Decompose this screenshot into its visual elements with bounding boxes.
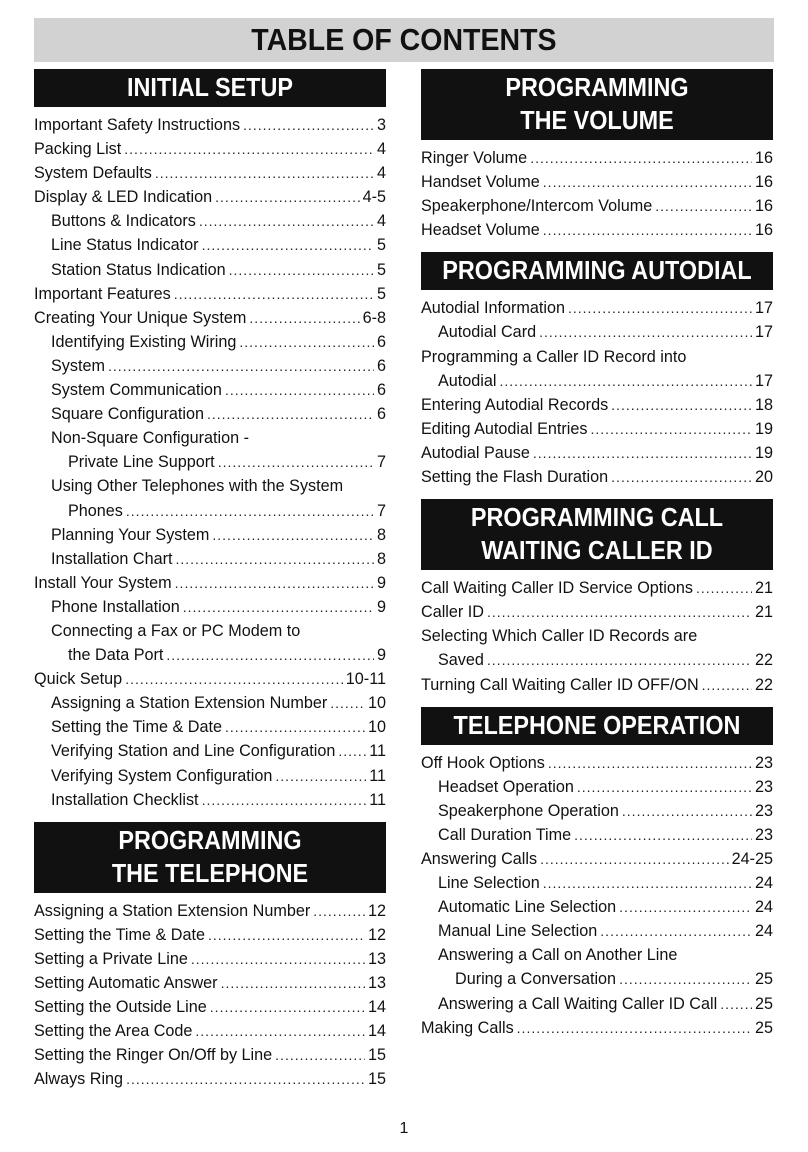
toc-entry[interactable] [34,499,386,523]
toc-entry-page: 11 [369,790,386,809]
toc-entry-page: 16 [754,149,773,167]
toc-entry-label: Autodial [438,371,497,390]
dot-leader [124,137,374,161]
toc-entry[interactable] [34,995,386,1019]
toc-entry-page: 16 [754,173,773,192]
toc-entry-label: Planning Your System [51,525,210,544]
dot-leader [199,209,374,233]
toc-entry-label: Setting the Ringer On/Off by Line [34,1046,273,1065]
toc-entry[interactable] [34,474,386,498]
toc-entry-page: 4 [376,140,386,159]
toc-entry[interactable] [34,185,386,209]
toc-entry-label: System Communication [51,381,222,400]
dot-leader [212,523,374,547]
page-number: 1 [399,1120,409,1137]
toc-entry-label: Line Status Indicator [51,236,199,255]
toc-entry-page: 4-5 [362,188,386,207]
toc-entry-label: Verifying System Configuration [51,766,273,785]
toc-entry-label: Selecting Which Caller ID Records are [421,627,698,646]
section-heading-line: PROGRAMMING [118,824,302,855]
toc-entry-label: Setting the Outside Line [34,998,207,1017]
toc-section [34,822,386,1092]
dot-leader [249,306,359,330]
toc-entry-page: 15 [367,1046,386,1065]
toc-entry[interactable] [34,282,386,306]
toc-entry-page: 9 [376,573,386,592]
toc-entry[interactable] [34,739,386,763]
toc-entry-page: 9 [376,646,386,665]
toc-entry[interactable] [421,895,773,919]
toc-entry-label: Speakerphone Operation [438,801,619,820]
toc-entry-label: Setting a Private Line [34,949,188,968]
toc-entry[interactable] [34,426,386,450]
toc-entry[interactable] [34,947,386,971]
dot-leader [338,739,366,763]
dot-leader [540,847,729,871]
dot-leader [207,402,374,426]
toc-entry-label: Ringer Volume [421,149,528,167]
toc-entry[interactable] [34,523,386,547]
toc-entry[interactable] [421,170,773,194]
toc-entry[interactable] [421,146,773,170]
toc-entry-page: 24-25 [731,849,773,868]
toc-entry-label: Verifying Station and Line Configuration [51,742,336,761]
toc-entry-label: Setting the Flash Duration [421,468,609,487]
section-heading-line: PROGRAMMING AUTODIAL [442,255,752,286]
toc-entry-label: Packing List [34,140,122,159]
toc-entry-page: 23 [754,777,773,796]
toc-entry-label: Call Waiting Caller ID Service Options [421,579,693,598]
section-heading [34,822,386,893]
toc-entry-label: Automatic Line Selection [438,898,617,917]
toc-entry-page: 8 [376,525,386,544]
toc-entry-page: 22 [754,651,773,670]
toc-entry-label: Connecting a Fax or PC Modem to [51,621,301,640]
toc-entry[interactable] [421,194,773,218]
toc-entry[interactable] [34,923,386,947]
toc-entry[interactable] [421,943,773,967]
toc-entry[interactable] [421,320,773,344]
toc-entry-label: Installation Chart [51,549,173,568]
toc-entry[interactable] [34,1043,386,1067]
dot-leader [191,947,365,971]
toc-entry[interactable] [34,571,386,595]
dot-leader [611,393,752,417]
toc-entry-label: Setting the Time & Date [34,925,205,944]
toc-entry-label: Private Line Support [68,453,215,472]
dot-leader [125,667,343,691]
toc-entry-page: 6 [376,405,386,424]
toc-entry-label: Always Ring [34,1070,124,1089]
toc-entry[interactable] [34,330,386,354]
toc-entry-page: 12 [367,901,386,920]
toc-entry-label: Quick Setup [34,670,123,689]
toc-entry-page: 13 [367,949,386,968]
toc-section [421,707,773,1040]
toc-entry-page: 19 [754,443,773,462]
right-column [421,69,773,1050]
toc-entry-page: 11 [369,742,386,761]
dot-leader [530,146,752,170]
dot-leader [590,417,752,441]
toc-entry[interactable] [421,1016,773,1040]
toc-entry[interactable] [34,643,386,667]
toc-entry-label: Headset Volume [421,221,540,240]
dot-leader [239,330,374,354]
section-heading [421,69,773,140]
toc-entry[interactable] [34,1067,386,1091]
dot-leader [574,823,752,847]
toc-entry-page: 13 [367,974,386,992]
toc-entry-page: 18 [754,395,773,414]
dot-leader [611,465,752,489]
section-heading-line: THE VOLUME [520,105,674,135]
toc-entry-page: 16 [754,197,773,216]
toc-entry-page: 14 [367,1022,386,1041]
toc-entry-page: 17 [754,299,773,318]
toc-entry-label: Setting the Time & Date [51,718,222,737]
toc-entry-list [421,146,773,242]
toc-entry[interactable] [34,547,386,571]
toc-entry-label: During a Conversation [455,970,617,989]
dot-leader [218,450,374,474]
section-heading-line: TELEPHONE OPERATION [453,709,741,740]
toc-entry-label: Entering Autodial Records [421,395,609,414]
toc-entry-label: Assigning a Station Extension Number [34,901,311,920]
toc-entry-page: 7 [376,453,386,472]
toc-entry-label: Square Configuration [51,405,204,424]
toc-entry-page: 23 [754,753,773,772]
toc-entry-label: Creating Your Unique System [34,308,247,327]
toc-entry-label: Buttons & Indicators [51,212,196,231]
toc-entry[interactable] [34,161,386,185]
toc-entry-label: Display & LED Indication [34,188,213,207]
toc-entry-list [34,113,386,812]
toc-entry-page: 5 [376,284,386,303]
toc-entry-page: 25 [754,1018,773,1037]
toc-entry-list [34,899,386,1092]
dot-leader [330,691,365,715]
section-heading-line: THE TELEPHONE [111,857,309,888]
dot-leader [533,441,752,465]
dot-leader [175,547,374,571]
toc-entry[interactable] [421,751,773,775]
dot-leader [221,971,365,995]
left-column [34,69,386,1101]
dot-leader [487,648,752,672]
toc-entry-label: Handset Volume [421,173,540,192]
toc-entry[interactable] [421,992,773,1016]
toc-entry[interactable] [421,648,773,672]
section-heading-line: PROGRAMMING [505,72,689,102]
toc-entry-page: 4 [376,212,386,231]
toc-entry-label: Important Safety Instructions [34,116,241,134]
toc-entry-page: 17 [754,371,773,390]
dot-leader [539,320,752,344]
dot-leader [696,576,752,600]
toc-entry-page: 5 [376,260,386,279]
toc-entry[interactable] [421,465,773,489]
dot-leader [126,499,374,523]
toc-entry[interactable] [34,402,386,426]
toc-entry-page: 19 [754,419,773,438]
dot-leader [229,258,374,282]
dot-leader [202,233,374,257]
toc-entry[interactable] [421,871,773,895]
toc-entry[interactable] [421,393,773,417]
toc-entry[interactable] [421,919,773,943]
toc-entry-label: the Data Port [68,646,164,665]
toc-entry[interactable] [34,137,386,161]
toc-entry-page: 15 [367,1070,386,1089]
toc-entry-page: 23 [754,801,773,820]
section-heading [421,707,773,745]
toc-entry-label: Setting the Area Code [34,1022,193,1041]
toc-entry-label: System Defaults [34,164,152,183]
toc-entry-page: 14 [367,998,386,1017]
toc-entry[interactable] [421,417,773,441]
toc-entry[interactable] [421,967,773,991]
toc-entry-label: Assigning a Station Extension Number [51,694,328,713]
dot-leader [174,282,374,306]
toc-entry-list [421,296,773,489]
dot-leader [166,643,374,667]
toc-entry-list [421,751,773,1040]
dot-leader [275,1043,365,1067]
toc-entry-page: 24 [754,922,773,941]
page-title-text: TABLE OF CONTENTS [251,22,557,57]
toc-entry-label: Manual Line Selection [438,922,598,941]
dot-leader [208,923,365,947]
dot-leader [215,185,359,209]
toc-entry-label: Turning Call Waiting Caller ID OFF/ON [421,675,699,694]
dot-leader [543,218,752,242]
toc-entry-page: 8 [376,549,386,568]
toc-section [421,499,773,696]
toc-entry[interactable] [34,354,386,378]
section-heading-line: PROGRAMMING CALL [470,502,724,533]
toc-entry[interactable] [421,775,773,799]
toc-entry[interactable] [421,799,773,823]
toc-entry[interactable] [34,1019,386,1043]
dot-leader [500,369,752,393]
toc-entry[interactable] [34,306,386,330]
section-heading [421,499,773,570]
dot-leader [619,895,752,919]
toc-entry-page: 25 [754,970,773,989]
dot-leader [183,595,374,619]
toc-entry[interactable] [34,378,386,402]
dot-leader [225,715,365,739]
toc-entry-label: System [51,356,105,375]
toc-entry-label: Speakerphone/Intercom Volume [421,197,653,216]
toc-section [421,69,773,242]
toc-entry-label: Line Selection [438,874,540,893]
toc-entry[interactable] [421,823,773,847]
dot-leader [543,871,752,895]
dot-leader [655,194,752,218]
toc-entry-label: Autodial Information [421,299,565,318]
toc-entry-label: Answering a Call on Another Line [438,946,678,965]
toc-entry[interactable] [34,450,386,474]
toc-entry[interactable] [421,369,773,393]
toc-entry[interactable] [421,847,773,871]
toc-entry-page: 5 [376,236,386,255]
toc-entry[interactable] [421,296,773,320]
toc-entry[interactable] [421,600,773,624]
toc-entry-page: 6-8 [362,308,386,327]
toc-entry[interactable] [421,218,773,242]
dot-leader [568,296,752,320]
dot-leader [619,967,752,991]
toc-entry-label: Important Features [34,284,171,303]
toc-entry-label: Editing Autodial Entries [421,419,588,438]
toc-entry-page: 24 [754,874,773,893]
toc-entry[interactable] [34,899,386,923]
toc-entry[interactable] [34,258,386,282]
dot-leader [195,1019,365,1043]
toc-entry[interactable] [34,113,386,137]
toc-entry[interactable] [34,595,386,619]
dot-leader [175,571,374,595]
toc-entry-label: Autodial Card [438,323,537,342]
toc-section [34,69,386,812]
toc-entry-page: 16 [754,221,773,240]
dot-leader [202,788,367,812]
dot-leader [577,775,752,799]
toc-entry-label: Caller ID [421,603,484,622]
toc-entry[interactable] [34,971,386,995]
dot-leader [108,354,374,378]
toc-entry-label: Off Hook Options [421,753,545,772]
toc-entry-page: 23 [754,825,773,844]
toc-entry-label: Making Calls [421,1018,514,1037]
dot-leader [702,673,752,697]
toc-entry[interactable] [421,345,773,369]
toc-entry-list [421,576,773,696]
toc-entry-label: Install Your System [34,573,172,592]
toc-entry-page: 10 [367,718,386,737]
toc-entry-page: 11 [369,766,386,785]
toc-entry[interactable] [421,441,773,465]
toc-entry-page: 6 [376,356,386,375]
dot-leader [155,161,374,185]
section-heading [421,252,773,290]
toc-entry[interactable] [34,715,386,739]
toc-entry-page: 6 [376,381,386,400]
toc-entry-page: 25 [754,994,773,1013]
toc-entry-page: 7 [376,501,386,520]
toc-entry-label: Answering a Call Waiting Caller ID Call [438,994,718,1013]
toc-entry-label: Phones [68,501,123,520]
toc-entry-label: Setting Automatic Answer [34,974,218,992]
toc-entry-label: Answering Calls [421,849,538,868]
toc-entry-page: 4 [376,164,386,183]
toc-entry-label: Identifying Existing Wiring [51,332,237,351]
toc-entry-page: 22 [754,675,773,694]
section-heading-line: INITIAL SETUP [127,72,293,102]
dot-leader [517,1016,752,1040]
dot-leader [543,170,752,194]
section-heading-line: WAITING CALLER ID [481,535,713,566]
toc-entry[interactable] [34,788,386,812]
toc-entry[interactable] [34,691,386,715]
toc-entry[interactable] [421,576,773,600]
section-heading [34,69,386,107]
toc-entry-page: 20 [754,468,773,487]
toc-entry-page: 12 [367,925,386,944]
toc-entry-page: 3 [376,116,386,134]
dot-leader [313,899,365,923]
toc-entry-page: 21 [754,579,773,598]
dot-leader [275,764,366,788]
toc-entry-label: Autodial Pause [421,443,530,462]
toc-entry-label: Phone Installation [51,597,180,616]
toc-entry-label: Station Status Indication [51,260,226,279]
toc-entry-label: Saved [438,651,484,670]
dot-leader [487,600,752,624]
toc-entry-label: Installation Checklist [51,790,199,809]
dot-leader [622,799,752,823]
toc-entry-label: Non-Square Configuration - [51,429,249,448]
toc-entry[interactable] [34,667,386,691]
dot-leader [225,378,374,402]
toc-entry-page: 24 [754,898,773,917]
toc-entry-page: 6 [376,332,386,351]
dot-leader [126,1067,365,1091]
toc-entry[interactable] [421,624,773,648]
toc-entry[interactable] [34,209,386,233]
toc-entry-page: 9 [376,597,386,616]
page-title [34,18,774,62]
toc-entry-page: 21 [754,603,773,622]
toc-section [421,252,773,489]
dot-leader [548,751,752,775]
toc-entry-page: 10-11 [345,670,386,689]
toc-entry[interactable] [34,619,386,643]
toc-entry-page: 10 [367,694,386,713]
toc-entry-label: Using Other Telephones with the System [51,477,344,496]
toc-entry-label: Headset Operation [438,777,574,796]
dot-leader [210,995,365,1019]
toc-entry[interactable] [421,673,773,697]
toc-entry[interactable] [34,764,386,788]
toc-entry[interactable] [34,233,386,257]
toc-entry-page: 17 [754,323,773,342]
toc-entry-label: Programming a Caller ID Record into [421,347,687,366]
toc-entry-label: Call Duration Time [438,825,572,844]
dot-leader [600,919,752,943]
dot-leader [720,992,752,1016]
dot-leader [243,113,374,137]
